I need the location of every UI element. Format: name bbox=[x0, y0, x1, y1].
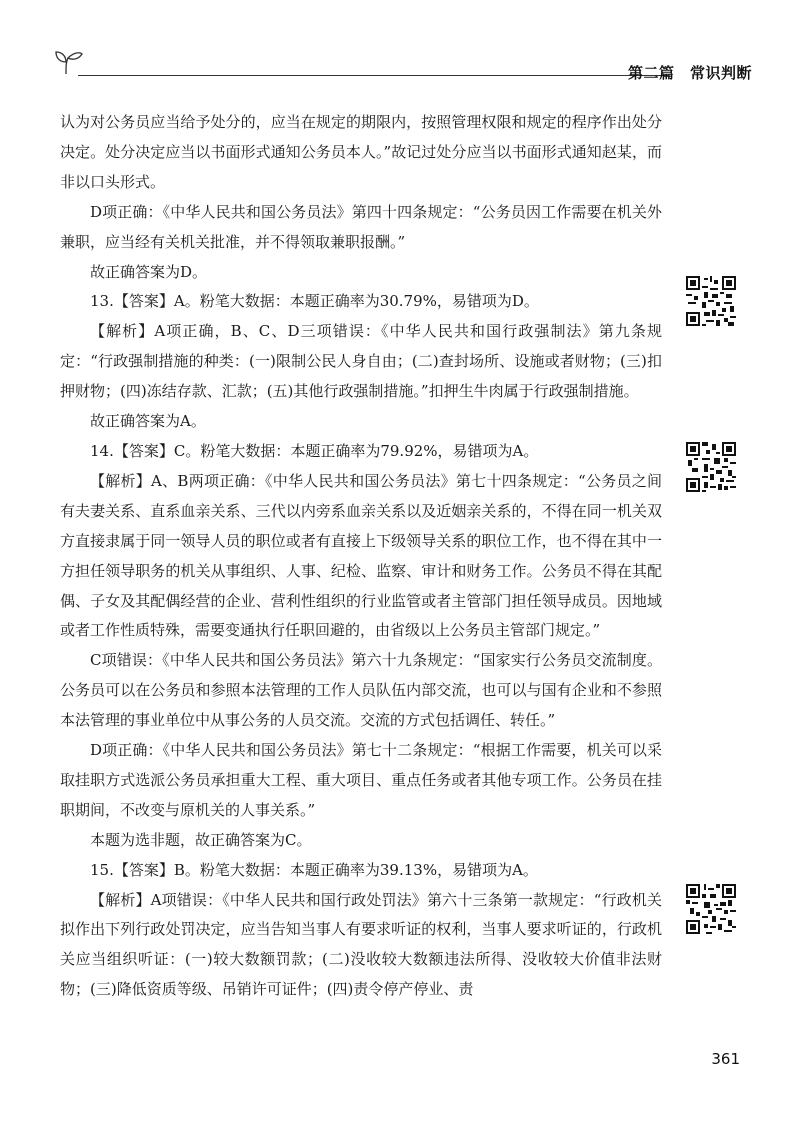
paragraph: D项正确：《中华人民共和国公务员法》第七十二条规定：“根据工作需要，机关可以采取挂职方式选派公务员承担重大工程、重大项目、重点任务或者其他专项工作。公务员在挂职期间，不改变与原机关的人事关系。” bbox=[60, 741, 662, 819]
question-15-answer: 15.【答案】B。粉笔大数据：本题正确率为39.13%，易错项为A。 bbox=[90, 860, 538, 879]
paragraph: 本题为选非题，故正确答案为C。 bbox=[90, 830, 312, 849]
paragraph: C项错误：《中华人民共和国公务员法》第六十九条规定：“国家实行公务员交流制度。公务员可以在公务员和参照本法管理的工作人员队伍内部交流，也可以与国有企业和不参照本法管理的事业单位中从事公务的人员交流。交流的方式包括调任、转任。” bbox=[60, 651, 662, 730]
question-13-answer: 13.【答案】A。粉笔大数据：本题正确率为30.79%，易错项为D。 bbox=[90, 292, 539, 311]
leaf-logo-icon bbox=[52, 48, 92, 78]
paragraph: 认为对公务员应当给予处分的，应当在规定的期限内，按照管理权限和规定的程序作出处分决定。处分决定应当以书面形式通知公务员本人。”故记过处分应当以书面形式通知赵某，而非以口头形式。 bbox=[60, 113, 662, 191]
qr-code-icon[interactable] bbox=[686, 442, 736, 492]
section-title: 第二篇 常识判断 bbox=[627, 64, 752, 82]
paragraph: 【解析】A项正确，B、C、D三项错误：《中华人民共和国行政强制法》第九条规定：“行政强制措施的种类：(一)限制公民人身自由；(二)查封场所、设施或者财物；(三)扣押财物；(四)冻结存款、汇款；(五)其他行政强制措施。”扣押生牛肉属于行政强制措施。 bbox=[60, 322, 662, 401]
paragraph: 【解析】A项错误：《中华人民共和国行政处罚法》第六十三条第一款规定：“行政机关拟作出下列行政处罚决定，应当告知当事人有要求听证的权利，当事人要求听证的，行政机关应当组织听证：(一)较大数额罚款；(二)没收较大数额违法所得、没收较大价值非法财物；(三)降低资质等级、吊销许可证件；(四)责令停产停业、责 bbox=[60, 890, 662, 999]
paragraph: D项正确：《中华人民共和国公务员法》第四十四条规定：“公务员因工作需要在机关外兼职，应当经有关机关批准，并不得领取兼职报酬。” bbox=[60, 202, 662, 251]
page-number: 361 bbox=[711, 1050, 740, 1068]
paragraph: 故正确答案为D。 bbox=[90, 262, 208, 281]
header-rule bbox=[78, 75, 668, 76]
question-14-answer: 14.【答案】C。粉笔大数据：本题正确率为79.92%，易错项为A。 bbox=[90, 441, 539, 460]
qr-code-icon[interactable] bbox=[686, 276, 736, 326]
paragraph: 【解析】A、B两项正确：《中华人民共和国公务员法》第七十四条规定：“公务员之间有夫妻关系、直系血亲关系、三代以内旁系血亲关系以及近姻亲关系的，不得在同一机关双方直接隶属于同一领导人员的职位或者有直接上下级领导关系的职位工作，也不得在其中一方担任领导职务的机关从事组织、人事、纪检、监察、审计和财务工作。公务员不得在其配偶、子女及其配偶经营的企业、营利性组织的行业监管或者主管部门担任领导成员。因地域或者工作性质特殊，需要变通执行任职回避的，由省级以上公务员主管部门规定。” bbox=[60, 471, 662, 640]
answer-explanations bbox=[60, 108, 662, 1005]
page-header bbox=[52, 48, 752, 82]
qr-code-icon[interactable] bbox=[686, 884, 736, 934]
paragraph: 故正确答案为A。 bbox=[90, 412, 206, 431]
